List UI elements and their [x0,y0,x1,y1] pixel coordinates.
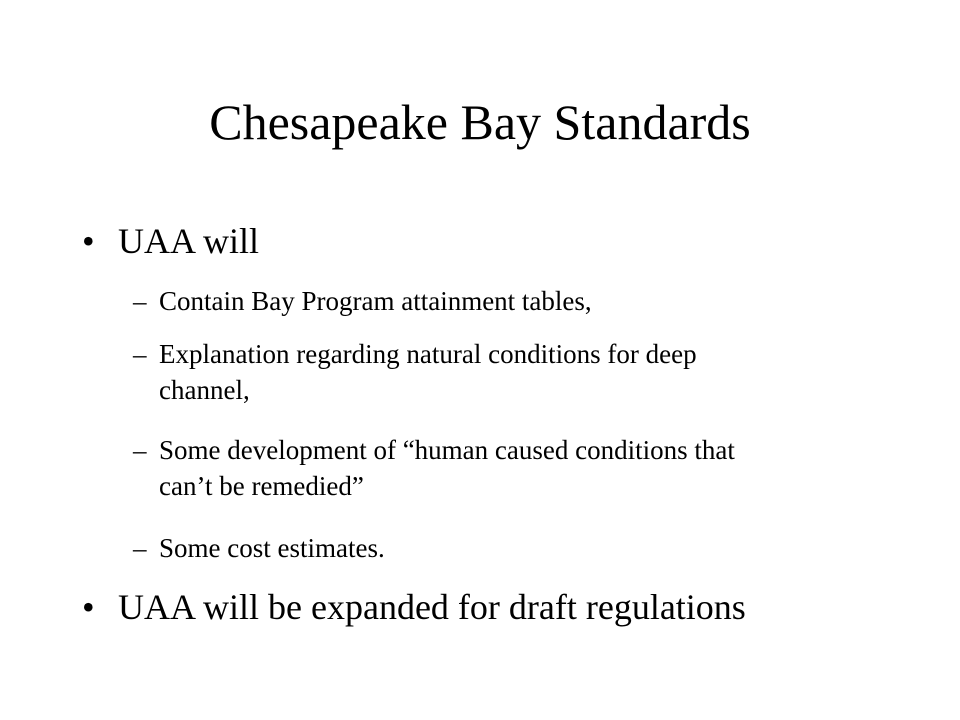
bullet-item-uaa-will [82,222,259,262]
sub-item-attainment-tables [133,283,759,319]
sub-item-cost-estimates [133,530,759,566]
sub-item-text: Some development of “human caused conditions that can’t be remedied” [159,435,735,501]
slide-title: Chesapeake Bay Standards [209,94,751,150]
sub-item-human-caused [133,432,759,504]
bullet-text: UAA will be expanded for draft regulations [118,587,746,627]
sub-marker: – [133,339,147,369]
bullet-text: UAA will [118,221,260,261]
sub-item-text: Explanation regarding natural conditions for deep channel, [159,339,697,405]
sub-item-text: Some cost estimates. [159,533,385,563]
sub-marker: – [133,435,147,465]
sub-item-natural-conditions [133,336,759,408]
sub-marker: – [133,286,147,316]
bullet-marker: • [82,587,95,627]
sub-marker: – [133,533,147,563]
sub-item-text: Contain Bay Program attainment tables, [159,286,592,316]
bullet-item-uaa-expanded [82,588,746,628]
bullet-marker: • [82,221,95,261]
